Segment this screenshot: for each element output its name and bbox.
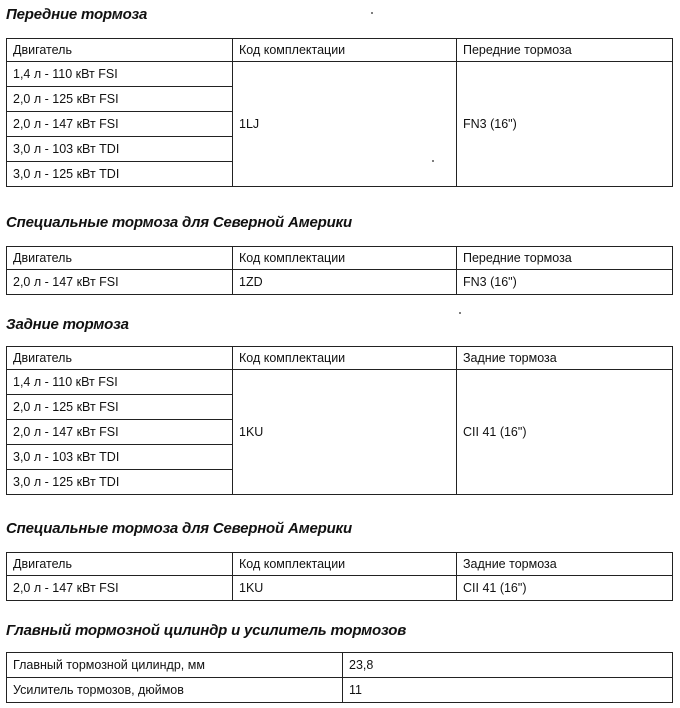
header-code: Код комплектации (233, 347, 457, 370)
table-header-row (7, 39, 673, 62)
table-row (7, 653, 673, 678)
table-header-row (7, 553, 673, 576)
code-cell: 1KU (233, 576, 457, 601)
section-title-rear-brakes: Задние тормоза (6, 316, 129, 333)
engine-cell: 3,0 л - 125 кВт TDI (7, 162, 233, 187)
table-na-rear-brakes (6, 552, 673, 601)
spec-value: 11 (343, 678, 673, 703)
section-title-front-brakes: Передние тормоза (6, 6, 148, 23)
header-brakes: Задние тормоза (457, 347, 673, 370)
engine-cell: 2,0 л - 147 кВт FSI (7, 270, 233, 295)
table-row (7, 270, 673, 295)
table-row (7, 678, 673, 703)
code-cell: 1KU (233, 370, 457, 495)
brake-cell: FN3 (16") (457, 270, 673, 295)
header-engine: Двигатель (7, 347, 233, 370)
engine-cell: 2,0 л - 147 кВт FSI (7, 112, 233, 137)
code-cell: 1ZD (233, 270, 457, 295)
table-row (7, 576, 673, 601)
spec-label: Усилитель тормозов, дюймов (7, 678, 343, 703)
header-brakes: Передние тормоза (457, 39, 673, 62)
spec-value: 23,8 (343, 653, 673, 678)
header-engine: Двигатель (7, 39, 233, 62)
engine-cell: 1,4 л - 110 кВт FSI (7, 62, 233, 87)
table-master-cylinder (6, 652, 673, 703)
engine-cell: 3,0 л - 103 кВт TDI (7, 137, 233, 162)
header-code: Код комплектации (233, 553, 457, 576)
header-brakes: Задние тормоза (457, 553, 673, 576)
scan-speck (432, 160, 434, 162)
header-engine: Двигатель (7, 553, 233, 576)
engine-cell: 3,0 л - 103 кВт TDI (7, 445, 233, 470)
spec-label: Главный тормозной цилиндр, мм (7, 653, 343, 678)
header-engine: Двигатель (7, 247, 233, 270)
table-na-front-brakes (6, 246, 673, 295)
scan-speck (459, 312, 461, 314)
header-code: Код комплектации (233, 39, 457, 62)
header-brakes: Передние тормоза (457, 247, 673, 270)
engine-cell: 2,0 л - 125 кВт FSI (7, 395, 233, 420)
brake-cell: CII 41 (16") (457, 370, 673, 495)
table-rear-brakes (6, 346, 673, 495)
brake-cell: CII 41 (16") (457, 576, 673, 601)
scan-speck (371, 12, 373, 14)
table-front-brakes (6, 38, 673, 187)
section-title-na-rear: Специальные тормоза для Северной Америки (6, 520, 352, 537)
table-header-row (7, 347, 673, 370)
header-code: Код комплектации (233, 247, 457, 270)
engine-cell: 2,0 л - 147 кВт FSI (7, 420, 233, 445)
engine-cell: 2,0 л - 147 кВт FSI (7, 576, 233, 601)
engine-cell: 2,0 л - 125 кВт FSI (7, 87, 233, 112)
engine-cell: 3,0 л - 125 кВт TDI (7, 470, 233, 495)
table-row (7, 62, 673, 87)
brake-cell: FN3 (16") (457, 62, 673, 187)
engine-cell: 1,4 л - 110 кВт FSI (7, 370, 233, 395)
code-cell: 1LJ (233, 62, 457, 187)
table-row (7, 370, 673, 395)
section-title-master-cylinder: Главный тормозной цилиндр и усилитель тормозов (6, 622, 407, 639)
table-header-row (7, 247, 673, 270)
section-title-na-front: Специальные тормоза для Северной Америки (6, 214, 352, 231)
